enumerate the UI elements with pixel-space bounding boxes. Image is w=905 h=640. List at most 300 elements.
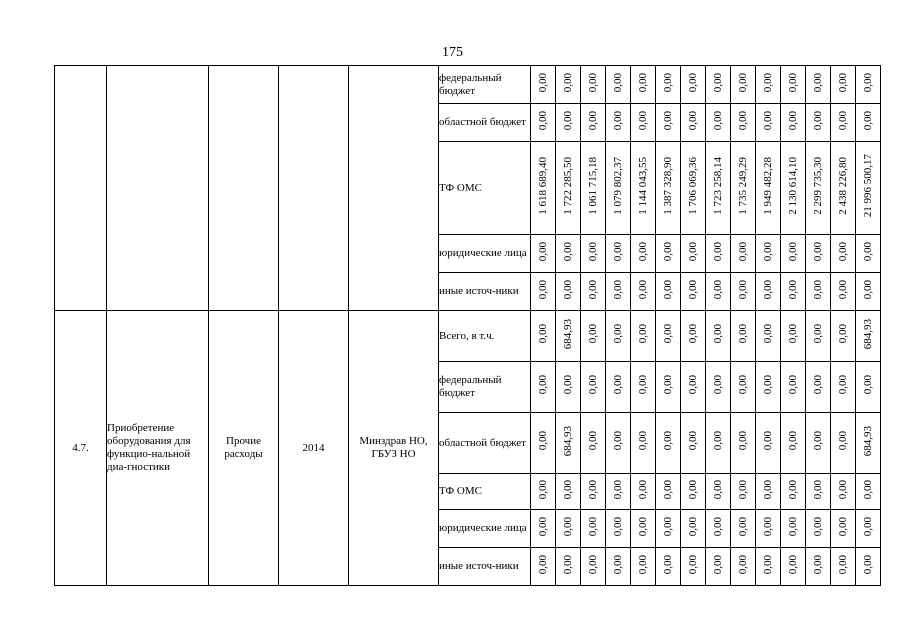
value-text: 0,00 bbox=[637, 375, 649, 395]
value-cell bbox=[606, 273, 631, 311]
value-text: 0,00 bbox=[812, 375, 824, 395]
value-cell bbox=[656, 311, 681, 362]
value-cell bbox=[631, 474, 656, 510]
value-cell bbox=[831, 273, 856, 311]
value-cell bbox=[781, 311, 806, 362]
value-text: 0,00 bbox=[662, 110, 674, 131]
table-row bbox=[55, 311, 881, 362]
value-text: 0,00 bbox=[837, 324, 849, 344]
value-text: 0,00 bbox=[812, 516, 824, 537]
value-cell bbox=[556, 510, 581, 548]
value-text: 0,00 bbox=[712, 479, 724, 500]
value-cell bbox=[581, 548, 606, 586]
value-cell bbox=[706, 548, 731, 586]
value-text: 0,00 bbox=[562, 110, 574, 131]
value-text: 0,00 bbox=[837, 241, 849, 262]
value-text: 0,00 bbox=[687, 479, 699, 500]
value-text: 0,00 bbox=[812, 72, 824, 93]
item-category-cell: Прочие расходы bbox=[209, 311, 279, 586]
value-cell bbox=[556, 548, 581, 586]
value-cell bbox=[806, 66, 831, 104]
value-cell bbox=[681, 142, 706, 235]
value-cell bbox=[731, 510, 756, 548]
value-cell bbox=[606, 362, 631, 413]
value-cell bbox=[606, 510, 631, 548]
value-cell bbox=[581, 474, 606, 510]
value-cell bbox=[581, 362, 606, 413]
value-cell bbox=[731, 235, 756, 273]
item-number-cell: 4.7. bbox=[55, 311, 107, 586]
value-text: 0,00 bbox=[837, 110, 849, 131]
value-text: 0,00 bbox=[762, 110, 774, 131]
table-row bbox=[55, 66, 881, 104]
value-cell bbox=[556, 235, 581, 273]
value-text: 0,00 bbox=[637, 72, 649, 93]
value-cell bbox=[806, 548, 831, 586]
value-text: 0,00 bbox=[787, 431, 799, 451]
value-text: 2 299 735,30 bbox=[812, 157, 824, 215]
value-text: 0,00 bbox=[537, 516, 549, 537]
value-cell bbox=[831, 311, 856, 362]
value-text: 684,93 bbox=[562, 425, 574, 457]
value-text: 0,00 bbox=[537, 479, 549, 500]
value-cell bbox=[756, 235, 781, 273]
value-text: 684,93 bbox=[862, 318, 874, 350]
value-cell bbox=[806, 311, 831, 362]
value-cell bbox=[556, 413, 581, 474]
value-cell bbox=[556, 104, 581, 142]
value-text: 1 723 258,14 bbox=[712, 157, 724, 215]
value-text: 1 079 802,37 bbox=[612, 157, 624, 215]
value-cell bbox=[631, 362, 656, 413]
empty-cell bbox=[349, 66, 439, 311]
value-cell bbox=[781, 548, 806, 586]
value-cell bbox=[606, 311, 631, 362]
empty-cell bbox=[107, 66, 209, 311]
value-text: 0,00 bbox=[612, 479, 624, 500]
value-cell bbox=[531, 273, 556, 311]
value-cell bbox=[756, 311, 781, 362]
value-cell bbox=[731, 362, 756, 413]
value-text: 0,00 bbox=[787, 516, 799, 537]
source-cell: федеральный бюджет bbox=[439, 362, 531, 413]
value-cell bbox=[606, 548, 631, 586]
value-cell bbox=[856, 273, 881, 311]
value-text: 0,00 bbox=[712, 72, 724, 93]
value-text: 0,00 bbox=[862, 110, 874, 131]
value-text: 0,00 bbox=[587, 241, 599, 262]
value-text: 0,00 bbox=[762, 72, 774, 93]
value-text: 0,00 bbox=[637, 324, 649, 344]
value-cell bbox=[531, 413, 556, 474]
value-text: 0,00 bbox=[612, 554, 624, 575]
value-text: 0,00 bbox=[787, 375, 799, 395]
value-cell bbox=[681, 104, 706, 142]
value-cell bbox=[831, 474, 856, 510]
value-cell bbox=[656, 548, 681, 586]
value-cell bbox=[531, 548, 556, 586]
value-cell bbox=[756, 104, 781, 142]
value-cell bbox=[806, 142, 831, 235]
value-cell bbox=[781, 474, 806, 510]
value-cell bbox=[681, 235, 706, 273]
value-cell bbox=[806, 413, 831, 474]
value-text: 0,00 bbox=[662, 375, 674, 395]
value-cell bbox=[531, 235, 556, 273]
value-text: 0,00 bbox=[712, 554, 724, 575]
value-text: 1 618 689,40 bbox=[537, 157, 549, 215]
value-text: 0,00 bbox=[862, 241, 874, 262]
value-cell bbox=[631, 66, 656, 104]
value-cell bbox=[781, 66, 806, 104]
value-cell bbox=[681, 413, 706, 474]
value-cell bbox=[606, 104, 631, 142]
empty-cell bbox=[209, 66, 279, 311]
value-cell bbox=[856, 235, 881, 273]
value-text: 0,00 bbox=[787, 324, 799, 344]
value-cell bbox=[631, 235, 656, 273]
item-name-cell: Приобретение оборудования для функцио-нальной диа-гностики bbox=[107, 311, 209, 586]
value-text: 0,00 bbox=[712, 110, 724, 131]
value-cell bbox=[581, 235, 606, 273]
value-cell bbox=[531, 474, 556, 510]
source-cell: юридические лица bbox=[439, 510, 531, 548]
value-text: 0,00 bbox=[762, 279, 774, 300]
value-cell bbox=[681, 510, 706, 548]
value-text: 0,00 bbox=[587, 431, 599, 451]
value-cell bbox=[631, 510, 656, 548]
value-cell bbox=[731, 142, 756, 235]
value-text: 0,00 bbox=[837, 375, 849, 395]
value-text: 0,00 bbox=[862, 554, 874, 575]
value-text: 0,00 bbox=[562, 241, 574, 262]
value-text: 0,00 bbox=[587, 324, 599, 344]
value-text: 0,00 bbox=[587, 554, 599, 575]
source-cell: ТФ ОМС bbox=[439, 474, 531, 510]
value-text: 0,00 bbox=[812, 324, 824, 344]
value-text: 0,00 bbox=[537, 554, 549, 575]
value-text: 0,00 bbox=[637, 279, 649, 300]
value-text: 0,00 bbox=[712, 324, 724, 344]
value-text: 0,00 bbox=[712, 241, 724, 262]
value-cell bbox=[706, 311, 731, 362]
value-text: 21 996 500,17 bbox=[862, 154, 874, 218]
value-cell bbox=[656, 235, 681, 273]
value-cell bbox=[706, 142, 731, 235]
value-text: 0,00 bbox=[712, 516, 724, 537]
value-text: 0,00 bbox=[687, 375, 699, 395]
value-text: 0,00 bbox=[662, 279, 674, 300]
value-text: 0,00 bbox=[837, 279, 849, 300]
value-text: 0,00 bbox=[812, 279, 824, 300]
source-cell: ТФ ОМС bbox=[439, 142, 531, 235]
value-cell bbox=[581, 142, 606, 235]
value-text: 0,00 bbox=[662, 72, 674, 93]
value-cell bbox=[781, 413, 806, 474]
value-text: 0,00 bbox=[537, 279, 549, 300]
value-cell bbox=[731, 474, 756, 510]
value-cell bbox=[731, 104, 756, 142]
value-text: 0,00 bbox=[737, 554, 749, 575]
value-cell bbox=[731, 273, 756, 311]
value-text: 0,00 bbox=[837, 431, 849, 451]
value-text: 0,00 bbox=[762, 241, 774, 262]
value-cell bbox=[806, 104, 831, 142]
value-text: 0,00 bbox=[762, 375, 774, 395]
value-text: 0,00 bbox=[862, 279, 874, 300]
value-text: 0,00 bbox=[762, 431, 774, 451]
item-executor-cell: Минздрав НО, ГБУЗ НО bbox=[349, 311, 439, 586]
value-text: 0,00 bbox=[862, 375, 874, 395]
value-text: 0,00 bbox=[687, 516, 699, 537]
value-text: 0,00 bbox=[812, 241, 824, 262]
value-cell bbox=[856, 311, 881, 362]
value-cell bbox=[656, 273, 681, 311]
value-text: 0,00 bbox=[862, 479, 874, 500]
value-text: 0,00 bbox=[687, 324, 699, 344]
value-cell bbox=[831, 142, 856, 235]
empty-cell bbox=[279, 66, 349, 311]
value-text: 0,00 bbox=[612, 72, 624, 93]
value-cell bbox=[831, 362, 856, 413]
value-cell bbox=[756, 413, 781, 474]
value-text: 0,00 bbox=[637, 479, 649, 500]
value-text: 0,00 bbox=[587, 279, 599, 300]
value-text: 0,00 bbox=[837, 479, 849, 500]
value-text: 0,00 bbox=[537, 110, 549, 131]
value-text: 2 438 226,80 bbox=[837, 157, 849, 215]
value-text: 684,93 bbox=[562, 318, 574, 350]
value-text: 0,00 bbox=[662, 479, 674, 500]
value-text: 0,00 bbox=[762, 516, 774, 537]
value-cell bbox=[706, 510, 731, 548]
value-cell bbox=[706, 474, 731, 510]
value-cell bbox=[856, 142, 881, 235]
value-cell bbox=[706, 413, 731, 474]
value-cell bbox=[681, 273, 706, 311]
value-cell bbox=[756, 273, 781, 311]
value-cell bbox=[556, 474, 581, 510]
value-cell bbox=[656, 474, 681, 510]
source-cell: иные источ-ники bbox=[439, 548, 531, 586]
value-text: 0,00 bbox=[612, 324, 624, 344]
value-cell bbox=[856, 474, 881, 510]
value-text: 0,00 bbox=[562, 554, 574, 575]
value-cell bbox=[556, 273, 581, 311]
value-cell bbox=[706, 66, 731, 104]
value-text: 0,00 bbox=[787, 479, 799, 500]
value-cell bbox=[656, 142, 681, 235]
value-text: 0,00 bbox=[612, 431, 624, 451]
value-text: 0,00 bbox=[662, 431, 674, 451]
value-cell bbox=[656, 413, 681, 474]
value-text: 0,00 bbox=[637, 241, 649, 262]
value-cell bbox=[581, 104, 606, 142]
value-cell bbox=[681, 66, 706, 104]
value-cell bbox=[606, 66, 631, 104]
value-cell bbox=[756, 548, 781, 586]
value-cell bbox=[856, 104, 881, 142]
value-text: 0,00 bbox=[637, 431, 649, 451]
value-cell bbox=[856, 510, 881, 548]
value-text: 1 387 328,90 bbox=[662, 157, 674, 215]
value-cell bbox=[656, 510, 681, 548]
value-text: 0,00 bbox=[612, 110, 624, 131]
value-cell bbox=[581, 311, 606, 362]
value-text: 0,00 bbox=[812, 431, 824, 451]
value-cell bbox=[656, 362, 681, 413]
value-cell bbox=[581, 66, 606, 104]
value-cell bbox=[631, 413, 656, 474]
value-cell bbox=[581, 273, 606, 311]
value-text: 0,00 bbox=[762, 479, 774, 500]
value-cell bbox=[756, 510, 781, 548]
value-text: 0,00 bbox=[562, 479, 574, 500]
value-text: 0,00 bbox=[687, 431, 699, 451]
value-text: 0,00 bbox=[612, 241, 624, 262]
value-cell bbox=[581, 413, 606, 474]
value-cell bbox=[606, 235, 631, 273]
value-text: 0,00 bbox=[812, 110, 824, 131]
value-cell bbox=[706, 362, 731, 413]
value-text: 0,00 bbox=[737, 375, 749, 395]
value-text: 0,00 bbox=[862, 72, 874, 93]
value-cell bbox=[806, 510, 831, 548]
value-text: 0,00 bbox=[537, 324, 549, 344]
value-text: 0,00 bbox=[787, 72, 799, 93]
value-text: 0,00 bbox=[562, 279, 574, 300]
source-cell: Всего, в т.ч. bbox=[439, 311, 531, 362]
value-text: 0,00 bbox=[737, 72, 749, 93]
value-cell bbox=[831, 66, 856, 104]
value-text: 0,00 bbox=[737, 431, 749, 451]
value-text: 0,00 bbox=[537, 375, 549, 395]
value-cell bbox=[656, 66, 681, 104]
top-block bbox=[55, 66, 881, 311]
value-cell bbox=[556, 311, 581, 362]
value-cell bbox=[706, 235, 731, 273]
value-text: 0,00 bbox=[712, 431, 724, 451]
value-cell bbox=[806, 235, 831, 273]
source-cell: федеральный бюджет bbox=[439, 66, 531, 104]
value-text: 0,00 bbox=[737, 324, 749, 344]
value-text: 0,00 bbox=[687, 72, 699, 93]
value-text: 0,00 bbox=[537, 241, 549, 262]
value-cell bbox=[531, 510, 556, 548]
value-cell bbox=[581, 510, 606, 548]
value-cell bbox=[731, 311, 756, 362]
value-cell bbox=[631, 273, 656, 311]
value-text: 0,00 bbox=[837, 72, 849, 93]
value-text: 0,00 bbox=[837, 516, 849, 537]
value-text: 1 061 715,18 bbox=[587, 157, 599, 215]
value-text: 0,00 bbox=[587, 516, 599, 537]
value-cell bbox=[681, 362, 706, 413]
value-cell bbox=[556, 362, 581, 413]
page-number: 175 bbox=[442, 45, 463, 60]
value-text: 0,00 bbox=[762, 554, 774, 575]
value-text: 0,00 bbox=[537, 72, 549, 93]
value-cell bbox=[856, 548, 881, 586]
source-cell: областной бюджет bbox=[439, 104, 531, 142]
value-text: 0,00 bbox=[587, 110, 599, 131]
value-text: 0,00 bbox=[587, 479, 599, 500]
value-cell bbox=[781, 362, 806, 413]
value-text: 0,00 bbox=[712, 375, 724, 395]
value-text: 1 949 482,28 bbox=[762, 157, 774, 215]
value-text: 0,00 bbox=[812, 554, 824, 575]
value-cell bbox=[606, 474, 631, 510]
value-text: 0,00 bbox=[687, 279, 699, 300]
value-cell bbox=[631, 548, 656, 586]
value-text: 0,00 bbox=[587, 375, 599, 395]
value-cell bbox=[631, 104, 656, 142]
value-cell bbox=[806, 362, 831, 413]
value-text: 0,00 bbox=[662, 516, 674, 537]
value-text: 1 144 043,55 bbox=[637, 157, 649, 215]
value-text: 0,00 bbox=[712, 279, 724, 300]
value-text: 2 130 614,10 bbox=[787, 157, 799, 215]
value-cell bbox=[756, 362, 781, 413]
value-text: 0,00 bbox=[837, 554, 849, 575]
value-text: 0,00 bbox=[612, 516, 624, 537]
value-text: 684,93 bbox=[862, 425, 874, 457]
value-cell bbox=[831, 548, 856, 586]
value-cell bbox=[831, 235, 856, 273]
value-cell bbox=[531, 104, 556, 142]
value-text: 0,00 bbox=[787, 110, 799, 131]
value-text: 0,00 bbox=[562, 72, 574, 93]
value-text: 0,00 bbox=[637, 554, 649, 575]
value-cell bbox=[781, 142, 806, 235]
value-cell bbox=[556, 66, 581, 104]
value-cell bbox=[806, 474, 831, 510]
value-text: 0,00 bbox=[612, 375, 624, 395]
value-cell bbox=[756, 474, 781, 510]
value-text: 0,00 bbox=[762, 324, 774, 344]
value-cell bbox=[681, 474, 706, 510]
value-cell bbox=[731, 413, 756, 474]
value-text: 0,00 bbox=[737, 479, 749, 500]
value-text: 0,00 bbox=[662, 554, 674, 575]
value-cell bbox=[531, 142, 556, 235]
value-cell bbox=[731, 66, 756, 104]
value-text: 0,00 bbox=[662, 324, 674, 344]
value-text: 0,00 bbox=[587, 72, 599, 93]
value-text: 0,00 bbox=[562, 375, 574, 395]
value-cell bbox=[706, 104, 731, 142]
value-text: 1 735 249,29 bbox=[737, 157, 749, 215]
value-cell bbox=[781, 104, 806, 142]
value-cell bbox=[781, 235, 806, 273]
value-text: 1 722 285,50 bbox=[562, 157, 574, 215]
item-year-cell: 2014 bbox=[279, 311, 349, 586]
value-cell bbox=[831, 510, 856, 548]
value-cell bbox=[531, 311, 556, 362]
budget-table bbox=[54, 65, 881, 586]
value-cell bbox=[656, 104, 681, 142]
value-cell bbox=[706, 273, 731, 311]
value-cell bbox=[756, 142, 781, 235]
value-text: 0,00 bbox=[687, 554, 699, 575]
value-text: 0,00 bbox=[687, 241, 699, 262]
value-text: 0,00 bbox=[787, 554, 799, 575]
item-4-7-block bbox=[55, 311, 881, 586]
value-text: 0,00 bbox=[737, 279, 749, 300]
source-cell: областной бюджет bbox=[439, 413, 531, 474]
source-cell: иные источ-ники bbox=[439, 273, 531, 311]
value-text: 0,00 bbox=[862, 516, 874, 537]
